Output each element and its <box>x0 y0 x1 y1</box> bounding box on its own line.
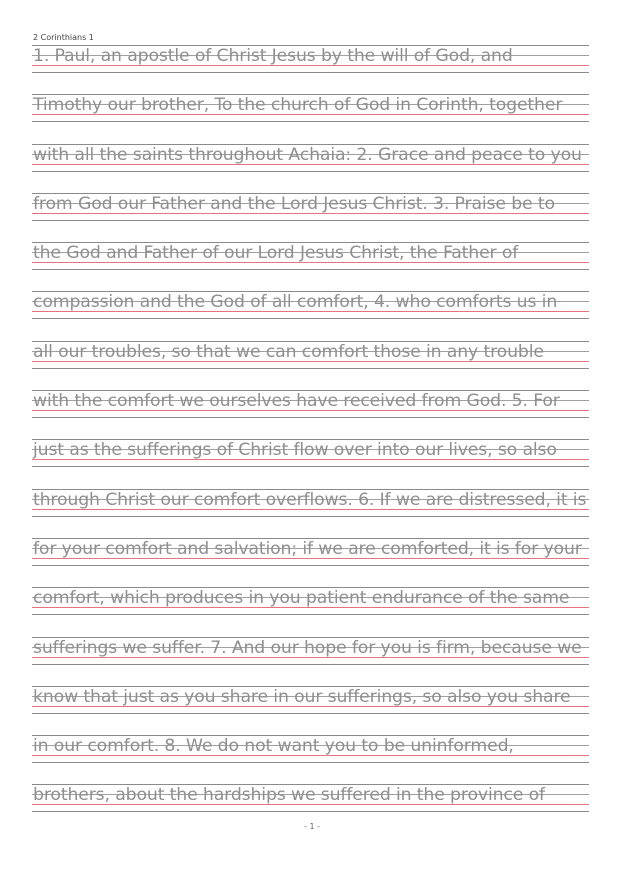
guide-rule-bottom <box>32 565 589 566</box>
practice-line <box>32 535 589 584</box>
trace-text: through Christ our comfort overflows. 6. If we are distressed, it is <box>33 489 587 510</box>
trace-text: from God our Father and the Lord Jesus Christ. 3. Praise be to <box>33 193 555 214</box>
guide-rule-bottom <box>32 269 589 270</box>
practice-line <box>32 141 589 190</box>
guide-rule-bottom <box>32 121 589 122</box>
trace-text: in our comfort. 8. We do not want you to be uninformed, <box>33 736 514 757</box>
trace-text: brothers, about the hardships we suffered in the province of <box>33 785 545 806</box>
practice-line <box>32 732 589 781</box>
guide-rule-bottom <box>32 318 589 319</box>
trace-text: sufferings we suffer. 7. And our hope for you is firm, because we <box>33 637 582 658</box>
trace-text: with all the saints throughout Achaia: 2. Grace and peace to you <box>33 144 582 165</box>
guide-rule-bottom <box>32 220 589 221</box>
guide-rule-bottom <box>32 72 589 73</box>
trace-text: the God and Father of our Lord Jesus Christ, the Father of <box>33 243 519 264</box>
practice-line <box>32 634 589 683</box>
practice-line <box>32 288 589 337</box>
trace-text: comfort, which produces in you patient endurance of the same <box>33 588 570 609</box>
trace-text: know that just as you share in our sufferings, so also you share <box>33 686 571 707</box>
practice-line <box>32 387 589 436</box>
practice-line <box>32 42 589 91</box>
trace-text: 1. Paul, an apostle of Christ Jesus by the will of God, and <box>33 46 513 66</box>
trace-text: with the comfort we ourselves have received from God. 5. For <box>33 391 560 412</box>
practice-line <box>32 584 589 633</box>
guide-rule-bottom <box>32 368 589 369</box>
practice-line <box>32 683 589 732</box>
practice-line <box>32 239 589 288</box>
guide-rule-bottom <box>32 466 589 467</box>
guide-rule-bottom <box>32 171 589 172</box>
guide-rule-bottom <box>32 762 589 763</box>
practice-line <box>32 91 589 140</box>
trace-text: just as the sufferings of Christ flow over into our lives, so also <box>33 440 557 461</box>
practice-line <box>32 436 589 485</box>
trace-text: Timothy our brother, To the church of God in Corinth, together <box>33 95 563 116</box>
practice-line <box>32 338 589 387</box>
practice-line <box>32 486 589 535</box>
trace-text: compassion and the God of all comfort, 4. who comforts us in <box>33 292 558 313</box>
guide-rule-bottom <box>32 811 589 812</box>
guide-rule-bottom <box>32 516 589 517</box>
guide-rule-bottom <box>32 417 589 418</box>
handwriting-practice-page <box>32 42 589 831</box>
page-header-title: 2 Corinthians 1 <box>33 33 94 42</box>
guide-rule-bottom <box>32 664 589 665</box>
trace-text: all our troubles, so that we can comfort those in any trouble <box>33 341 544 362</box>
practice-line <box>32 190 589 239</box>
page-number: - 1 - <box>304 822 320 831</box>
guide-rule-bottom <box>32 713 589 714</box>
trace-text: for your comfort and salvation; if we are comforted, it is for your <box>33 538 582 559</box>
guide-rule-bottom <box>32 614 589 615</box>
